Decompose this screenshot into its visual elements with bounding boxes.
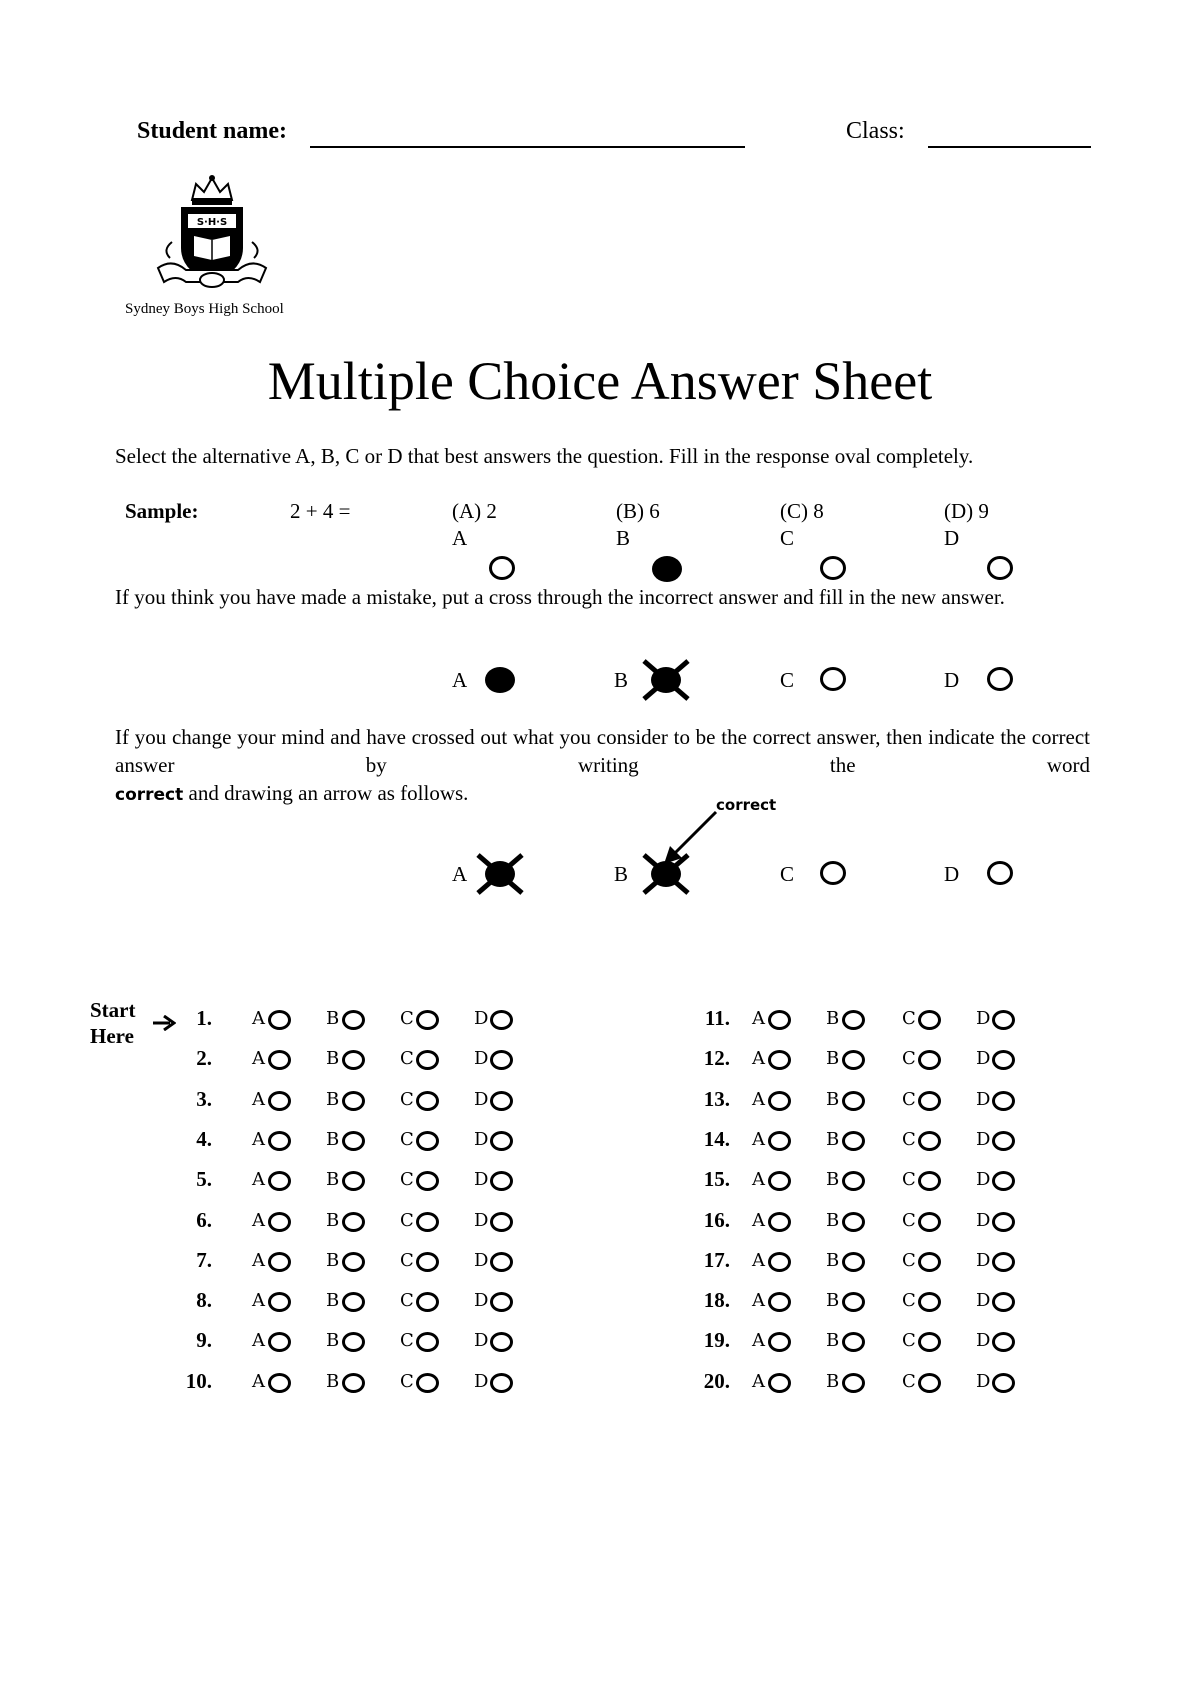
answer-oval-c[interactable]	[918, 1292, 941, 1312]
mistake-letter-d: D	[944, 668, 960, 692]
answer-oval-d[interactable]	[992, 1373, 1015, 1393]
option-letter-b: B	[326, 1008, 340, 1029]
option-letter-b: B	[326, 1210, 340, 1231]
option-letter-c: C	[400, 1129, 414, 1150]
correct-oval-b-crossed	[640, 852, 692, 896]
answer-oval-a[interactable]	[768, 1010, 791, 1030]
option-letter-b: B	[826, 1048, 840, 1069]
option-letter-a: A	[252, 1371, 265, 1392]
option-letter-d: D	[976, 1290, 991, 1311]
option-letter-d: D	[474, 1330, 489, 1351]
correct-letter-c: C	[780, 862, 795, 886]
sample-question: 2 + 4 =	[290, 499, 351, 523]
option-letter-c: C	[902, 1048, 916, 1069]
answer-oval-a[interactable]	[268, 1212, 291, 1232]
answer-oval-a[interactable]	[768, 1373, 791, 1393]
option-letter-a: A	[252, 1290, 265, 1311]
option-letter-d: D	[474, 1169, 489, 1190]
answer-oval-c[interactable]	[416, 1212, 439, 1232]
option-letter-d: D	[474, 1008, 489, 1029]
option-letter-a: A	[752, 1210, 765, 1231]
answer-oval-b[interactable]	[342, 1212, 365, 1232]
option-letter-c: C	[400, 1250, 414, 1271]
sample-letter-a: A	[452, 526, 468, 550]
student-name-label: Student name:	[137, 118, 288, 144]
answer-oval-a[interactable]	[268, 1252, 291, 1272]
correct-letter-a: A	[452, 862, 468, 886]
question-number: 9.	[196, 1328, 212, 1352]
option-letter-d: D	[474, 1048, 489, 1069]
answer-oval-c[interactable]	[918, 1212, 941, 1232]
answer-oval-a[interactable]	[768, 1292, 791, 1312]
answer-oval-b[interactable]	[842, 1050, 865, 1070]
answer-oval-a[interactable]	[268, 1050, 291, 1070]
page-title: Multiple Choice Answer Sheet	[267, 351, 933, 411]
correct-word: correct	[115, 785, 184, 805]
sample-oval-a[interactable]	[489, 556, 515, 580]
option-letter-a: A	[752, 1290, 765, 1311]
answer-oval-b[interactable]	[342, 1171, 365, 1191]
option-letter-c: C	[902, 1371, 916, 1392]
answer-oval-a[interactable]	[268, 1332, 291, 1352]
answer-oval-b[interactable]	[842, 1252, 865, 1272]
answer-oval-c[interactable]	[416, 1171, 439, 1191]
sample-label: Sample:	[125, 499, 199, 523]
mistake-letter-c: C	[780, 668, 795, 692]
option-letter-c: C	[400, 1330, 414, 1351]
option-letter-b: B	[826, 1169, 840, 1190]
answer-oval-a[interactable]	[268, 1091, 291, 1111]
question-number: 11.	[704, 1006, 730, 1030]
question-number: 10.	[185, 1369, 212, 1393]
option-letter-a: A	[752, 1089, 765, 1110]
question-number: 17.	[703, 1248, 730, 1272]
option-letter-d: D	[976, 1008, 991, 1029]
option-letter-c: C	[902, 1210, 916, 1231]
option-letter-a: A	[252, 1089, 265, 1110]
option-letter-a: A	[752, 1169, 765, 1190]
option-letter-b: B	[326, 1048, 340, 1069]
answer-oval-d[interactable]	[992, 1010, 1015, 1030]
school-crest-logo	[152, 170, 272, 300]
question-number: 15.	[703, 1167, 730, 1191]
option-letter-b: B	[326, 1129, 340, 1150]
option-letter-a: A	[252, 1048, 265, 1069]
answer-oval-c[interactable]	[918, 1252, 941, 1272]
question-number: 14.	[703, 1127, 730, 1151]
question-number: 8.	[196, 1288, 212, 1312]
answer-oval-a[interactable]	[768, 1131, 791, 1151]
answer-oval-b[interactable]	[342, 1091, 365, 1111]
sample-oval-b-filled[interactable]	[652, 556, 682, 582]
answer-oval-a[interactable]	[768, 1332, 791, 1352]
answer-oval-a[interactable]	[268, 1373, 291, 1393]
answer-oval-d[interactable]	[490, 1252, 513, 1272]
option-letter-c: C	[400, 1048, 414, 1069]
sample-choice-d: (D) 9	[944, 499, 989, 523]
correct-oval-a-crossed	[474, 852, 526, 896]
answer-oval-c[interactable]	[416, 1373, 439, 1393]
question-number: 4.	[196, 1127, 212, 1151]
class-label: Class:	[846, 118, 905, 144]
mistake-oval-b-crossed	[640, 658, 692, 702]
mistake-oval-d	[987, 667, 1013, 691]
option-letter-a: A	[752, 1048, 765, 1069]
option-letter-d: D	[976, 1371, 991, 1392]
answer-oval-a[interactable]	[268, 1292, 291, 1312]
answer-oval-d[interactable]	[992, 1292, 1015, 1312]
option-letter-d: D	[474, 1210, 489, 1231]
sample-choice-b: (B) 6	[616, 499, 660, 523]
sample-letter-c: C	[780, 526, 795, 550]
option-letter-d: D	[474, 1250, 489, 1271]
answer-oval-d[interactable]	[490, 1171, 513, 1191]
question-number: 2.	[196, 1046, 212, 1070]
option-letter-b: B	[826, 1371, 840, 1392]
answer-oval-d[interactable]	[490, 1332, 513, 1352]
answer-oval-a[interactable]	[268, 1171, 291, 1191]
answer-oval-b[interactable]	[842, 1332, 865, 1352]
option-letter-d: D	[976, 1330, 991, 1351]
option-letter-c: C	[400, 1371, 414, 1392]
correct-letter-d: D	[944, 862, 960, 886]
answer-oval-c[interactable]	[416, 1050, 439, 1070]
option-letter-c: C	[400, 1089, 414, 1110]
school-name: Sydney Boys High School	[125, 301, 284, 317]
answer-oval-d[interactable]	[992, 1252, 1015, 1272]
answer-oval-c[interactable]	[416, 1332, 439, 1352]
option-letter-c: C	[902, 1330, 916, 1351]
correct-annotation: correct	[716, 796, 777, 814]
answer-oval-d[interactable]	[490, 1292, 513, 1312]
student-name-field[interactable]	[310, 146, 745, 148]
option-letter-a: A	[752, 1008, 765, 1029]
sample-oval-d[interactable]	[987, 556, 1013, 580]
answer-oval-a[interactable]	[768, 1050, 791, 1070]
answer-oval-b[interactable]	[842, 1373, 865, 1393]
answer-oval-b[interactable]	[842, 1212, 865, 1232]
instruction-change: If you change your mind and have crossed out what you consider to be the correct answer, then indicate the correct answer by writing the word correct and drawing an arrow as follows.	[115, 725, 1090, 805]
option-letter-d: D	[474, 1371, 489, 1392]
option-letter-d: D	[474, 1089, 489, 1110]
option-letter-b: B	[326, 1089, 340, 1110]
answer-oval-c[interactable]	[918, 1171, 941, 1191]
answer-oval-b[interactable]	[342, 1252, 365, 1272]
answer-oval-b[interactable]	[842, 1131, 865, 1151]
question-number: 16.	[703, 1208, 730, 1232]
option-letter-b: B	[826, 1008, 840, 1029]
answer-oval-d[interactable]	[490, 1010, 513, 1030]
answer-oval-d[interactable]	[992, 1091, 1015, 1111]
option-letter-c: C	[902, 1089, 916, 1110]
answer-oval-c[interactable]	[918, 1332, 941, 1352]
question-number: 12.	[703, 1046, 730, 1070]
answer-oval-c[interactable]	[918, 1091, 941, 1111]
answer-oval-b[interactable]	[342, 1332, 365, 1352]
answer-oval-d[interactable]	[992, 1131, 1015, 1151]
answer-oval-c[interactable]	[918, 1373, 941, 1393]
answer-oval-d[interactable]	[490, 1050, 513, 1070]
option-letter-c: C	[400, 1290, 414, 1311]
svg-text:S·H·S: S·H·S	[196, 217, 228, 228]
option-letter-c: C	[400, 1210, 414, 1231]
answer-oval-c[interactable]	[918, 1050, 941, 1070]
question-number: 1.	[196, 1006, 212, 1030]
option-letter-b: B	[826, 1250, 840, 1271]
option-letter-b: B	[826, 1089, 840, 1110]
correct-letter-b: B	[614, 862, 629, 886]
question-number: 3.	[196, 1087, 212, 1111]
option-letter-b: B	[826, 1129, 840, 1150]
option-letter-a: A	[252, 1250, 265, 1271]
option-letter-a: A	[252, 1129, 265, 1150]
answer-oval-b[interactable]	[342, 1373, 365, 1393]
option-letter-b: B	[826, 1290, 840, 1311]
answer-oval-b[interactable]	[842, 1010, 865, 1030]
answer-oval-a[interactable]	[768, 1091, 791, 1111]
answer-oval-d[interactable]	[490, 1373, 513, 1393]
question-number: 7.	[196, 1248, 212, 1272]
answer-oval-b[interactable]	[842, 1292, 865, 1312]
correct-oval-c	[820, 861, 846, 885]
option-letter-c: C	[400, 1169, 414, 1190]
answer-oval-b[interactable]	[342, 1292, 365, 1312]
option-letter-c: C	[902, 1250, 916, 1271]
mistake-letter-b: B	[614, 668, 629, 692]
answer-oval-d[interactable]	[992, 1050, 1015, 1070]
option-letter-a: A	[752, 1330, 765, 1351]
answer-oval-d[interactable]	[992, 1212, 1015, 1232]
mistake-oval-c	[820, 667, 846, 691]
answer-oval-c[interactable]	[416, 1252, 439, 1272]
sample-oval-c[interactable]	[820, 556, 846, 580]
question-number: 13.	[703, 1087, 730, 1111]
answer-oval-d[interactable]	[992, 1171, 1015, 1191]
answer-oval-b[interactable]	[842, 1091, 865, 1111]
option-letter-c: C	[902, 1169, 916, 1190]
instruction-select: Select the alternative A, B, C or D that best answers the question. Fill in the response oval completely.	[115, 444, 974, 468]
answer-oval-b[interactable]	[342, 1010, 365, 1030]
option-letter-a: A	[252, 1169, 265, 1190]
correct-oval-d	[987, 861, 1013, 885]
answer-oval-a[interactable]	[768, 1212, 791, 1232]
option-letter-a: A	[252, 1210, 265, 1231]
option-letter-c: C	[400, 1008, 414, 1029]
option-letter-b: B	[326, 1250, 340, 1271]
option-letter-d: D	[976, 1129, 991, 1150]
answer-oval-d[interactable]	[490, 1131, 513, 1151]
option-letter-c: C	[902, 1008, 916, 1029]
question-number: 5.	[196, 1167, 212, 1191]
question-number: 18.	[703, 1288, 730, 1312]
option-letter-d: D	[976, 1250, 991, 1271]
option-letter-c: C	[902, 1290, 916, 1311]
answer-oval-c[interactable]	[918, 1010, 941, 1030]
answer-oval-d[interactable]	[490, 1091, 513, 1111]
answer-oval-a[interactable]	[768, 1171, 791, 1191]
option-letter-a: A	[752, 1250, 765, 1271]
question-number: 19.	[703, 1328, 730, 1352]
option-letter-b: B	[326, 1371, 340, 1392]
option-letter-c: C	[902, 1129, 916, 1150]
option-letter-d: D	[976, 1089, 991, 1110]
option-letter-a: A	[252, 1008, 265, 1029]
mistake-oval-a-filled	[485, 667, 515, 693]
answer-oval-d[interactable]	[992, 1332, 1015, 1352]
answer-oval-c[interactable]	[416, 1131, 439, 1151]
answer-oval-b[interactable]	[342, 1131, 365, 1151]
option-letter-d: D	[976, 1169, 991, 1190]
question-number: 6.	[196, 1208, 212, 1232]
option-letter-a: A	[252, 1330, 265, 1351]
sample-choice-a: (A) 2	[452, 499, 497, 523]
option-letter-d: D	[474, 1290, 489, 1311]
answer-oval-c[interactable]	[918, 1131, 941, 1151]
option-letter-d: D	[976, 1048, 991, 1069]
option-letter-b: B	[326, 1169, 340, 1190]
sample-letter-b: B	[616, 526, 631, 550]
option-letter-b: B	[326, 1290, 340, 1311]
option-letter-b: B	[326, 1330, 340, 1351]
answer-oval-c[interactable]	[416, 1091, 439, 1111]
mistake-letter-a: A	[452, 668, 468, 692]
option-letter-a: A	[752, 1129, 765, 1150]
answer-oval-b[interactable]	[842, 1171, 865, 1191]
option-letter-a: A	[752, 1371, 765, 1392]
class-field[interactable]	[928, 146, 1091, 148]
answer-oval-b[interactable]	[342, 1050, 365, 1070]
sample-choice-c: (C) 8	[780, 499, 824, 523]
answer-oval-c[interactable]	[416, 1010, 439, 1030]
sample-letter-d: D	[944, 526, 960, 550]
answer-oval-a[interactable]	[268, 1131, 291, 1151]
answer-oval-a[interactable]	[768, 1252, 791, 1272]
option-letter-b: B	[826, 1330, 840, 1351]
start-here-label: Start Here	[90, 998, 136, 1048]
answer-oval-d[interactable]	[490, 1212, 513, 1232]
answer-oval-c[interactable]	[416, 1292, 439, 1312]
option-letter-d: D	[474, 1129, 489, 1150]
option-letter-d: D	[976, 1210, 991, 1231]
question-number: 20.	[703, 1369, 730, 1393]
answer-oval-a[interactable]	[268, 1010, 291, 1030]
option-letter-b: B	[826, 1210, 840, 1231]
instruction-mistake: If you think you have made a mistake, put a cross through the incorrect answer and fill in the new answer.	[115, 585, 1005, 609]
